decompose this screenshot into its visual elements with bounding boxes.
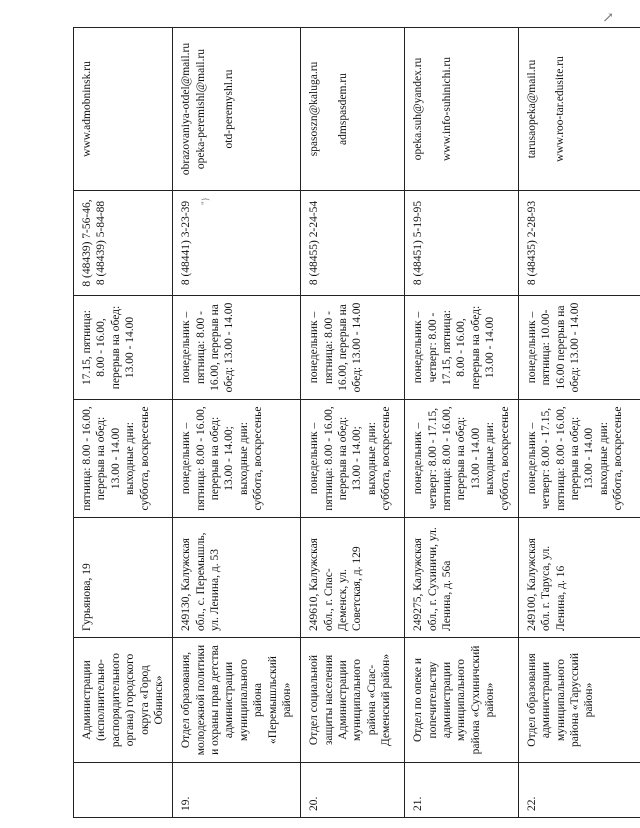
phone: 8 (48455) 2-24-54 <box>301 191 405 296</box>
contacts-cell <box>518 28 640 191</box>
contact-link[interactable]: opeka-peremishl@mail.ru <box>194 48 207 170</box>
address: Гурьянова, 19 <box>74 518 173 638</box>
contact-link[interactable]: www.admobninsk.ru <box>81 61 93 157</box>
table-row <box>74 28 173 818</box>
reception-hours: понедельник – пятница: 8.00 - 16.00, перерыв на обед: 13.00 - 14.00 <box>173 296 301 400</box>
row-number: 19. <box>173 763 301 818</box>
organization-name: Отдел социальной защиты населения Администрации муниципального района «Спас-Деменский район» <box>301 638 405 763</box>
row-number: 21. <box>405 763 519 818</box>
row-number: 22. <box>518 763 640 818</box>
working-hours: понедельник – пятница: 8.00 - 16.00, перерыв на обед: 13.00 - 14.00; выходные дни: суббота, воскресенье <box>301 400 405 518</box>
contact-link[interactable]: admspasdem.ru <box>336 73 349 145</box>
contact-link[interactable]: www.roo-tar.edusite.ru <box>554 56 567 162</box>
address: 249610, Калужская обл., г. Спас-Деменск, ул. Советская, д. 129 <box>301 518 405 638</box>
reception-hours: 17.15, пятница: 8.00 - 16.00, перерыв на обед: 13.00 - 14.00 <box>74 296 173 400</box>
phone: 8 (48439) 7-56-46, 8 (48439) 5-84-88 <box>74 191 173 296</box>
row-number <box>74 763 173 818</box>
organization-name: Администрации (исполнительно-распорядительного органа) городского округа «Город Обнинск» <box>74 638 173 763</box>
contact-link[interactable]: tarusaopeka@mail.ru <box>525 59 538 159</box>
address: 249275, Калужская обл., г. Сухиничи, ул. Ленина, д. 56а <box>405 518 519 638</box>
corner-mark: ↗ <box>602 11 614 26</box>
phone: 8 (48435) 2-28-93 <box>518 191 640 296</box>
phone <box>173 191 301 296</box>
reception-hours: понедельник – пятница: 10.00-16.00 перерыв на обед: 13.00 - 14.00 <box>518 296 640 400</box>
phone: 8 (48451) 5-19-95 <box>405 191 519 296</box>
contacts-cell <box>173 28 301 191</box>
table-row <box>518 28 640 818</box>
organization-name: Отдел по опеке и попечительству администрации муниципального района «Сухиничский район» <box>405 638 519 763</box>
organization-name: Отдел образования администрации муниципального района «Тарусский район» <box>518 638 640 763</box>
working-hours: понедельник – пятница: 8.00 - 16.00, перерыв на обед: 13.00 - 14.00; выходные дни: суббота, воскресенье <box>173 400 301 518</box>
address: 249100, Калужская обл. г. Таруса, ул. Ленина, д. 16 <box>518 518 640 638</box>
contacts-cell <box>301 28 405 191</box>
contacts-cell <box>405 28 519 191</box>
table-row <box>405 28 519 818</box>
contact-link[interactable]: opeka.suh@yandex.ru <box>412 57 425 161</box>
row-number: 20. <box>301 763 405 818</box>
contact-link[interactable]: www.info-suhinichi.ru <box>440 56 453 162</box>
working-hours: пятница: 8.00 - 16.00, перерыв на обед: 13.00 - 14.00 выходные дни: суббота, воскресенье <box>74 400 173 518</box>
organization-name: Отдел образования, молодежной политики и охраны прав детства администрации муниципального района «Перемышльский район» <box>173 638 301 763</box>
contact-link[interactable]: spasoszn@kaluga.ru <box>308 61 321 157</box>
working-hours: понедельник – четверг: 8.00 - 17.15, пятница: 8.00 - 16.00, перерыв на обед: 13.00 - 14.00 выходные дни: суббота, воскресенье <box>405 400 519 518</box>
contacts-cell <box>74 28 173 191</box>
reception-hours: понедельник – пятница: 8.00 - 16.00, перерыв на обед: 13.00 - 14.00 <box>301 296 405 400</box>
phone-number: 8 (48441) 3-23-39 <box>180 200 193 286</box>
address: 249130, Калужская обл., с. Перемышль, ул. Ленина, д. 53 <box>173 518 301 638</box>
contact-link[interactable]: obrazovaniya-otdel@mail.ru <box>180 42 193 176</box>
table-row <box>173 28 301 818</box>
table-row <box>301 28 405 818</box>
reception-hours: понедельник – четверг: 8.00 - 17.15, пятница: 8.00 - 16.00, перерыв на обед: 13.00 - 14.00 <box>405 296 519 400</box>
contact-link[interactable]: otd-peremyshl.ru <box>223 69 235 149</box>
contacts-table <box>73 27 640 818</box>
stray-mark: "} <box>199 197 210 205</box>
working-hours: понедельник – четверг: 8.00 - 17.15, пятница: 8.00 - 16.00, перерыв на обед: 13.00 - 14.00 выходные дни: суббота, воскресенье <box>518 400 640 518</box>
rotated-table-container <box>73 28 625 818</box>
